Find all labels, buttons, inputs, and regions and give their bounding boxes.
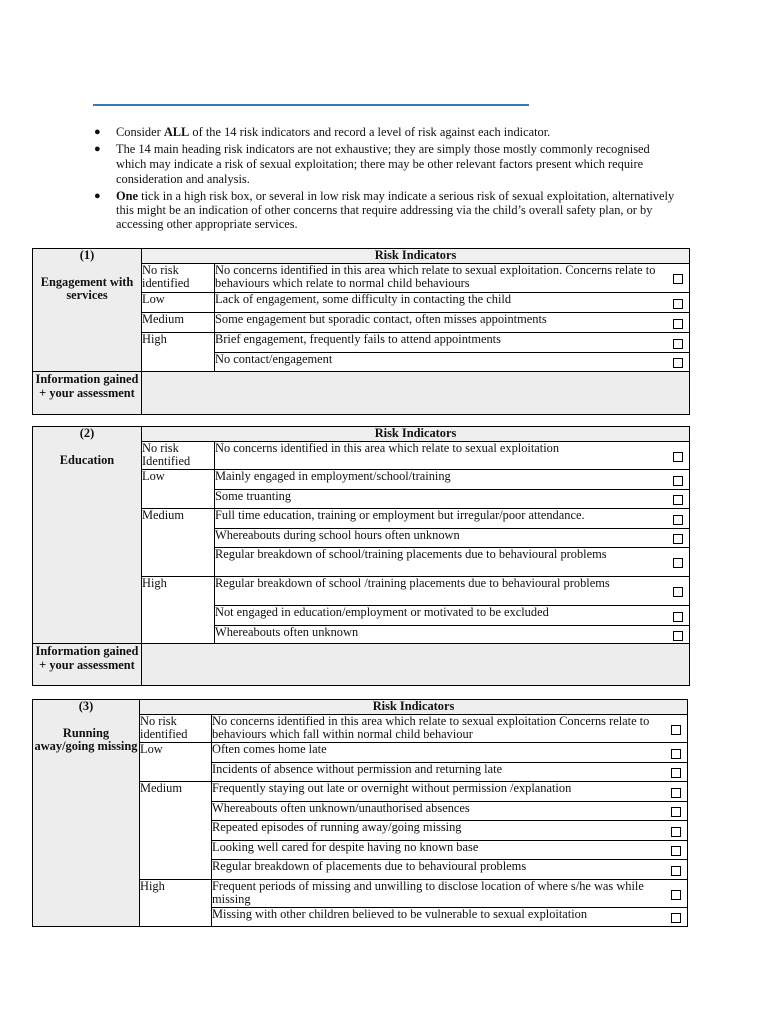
section-title: Running away/going missing <box>34 726 138 753</box>
section-title-cell <box>33 427 142 644</box>
indicator-row: Missing with other children believed to be vulnerable to sexual exploitation <box>212 908 688 927</box>
checkbox[interactable] <box>671 768 681 778</box>
indicator-row: Frequently staying out late or overnight without permission /explanation <box>212 782 688 802</box>
risk-level-label: No risk identified <box>142 264 215 293</box>
indicator-row: Whereabouts during school hours often unknown <box>215 529 690 548</box>
bullet-icon: ● <box>94 190 101 202</box>
checkbox[interactable] <box>673 495 683 505</box>
risk-level-label: Low <box>140 743 212 782</box>
checkbox[interactable] <box>673 534 683 544</box>
indicator-row: Some engagement but sporadic contact, often misses appointments <box>215 313 690 333</box>
indicator-row: Regular breakdown of school /training placements due to behavioural problems <box>215 577 690 606</box>
risk-indicators-header: Risk Indicators <box>142 249 690 264</box>
checkbox[interactable] <box>671 788 681 798</box>
instruction-item: ● One tick in a high risk box, or several in low risk may indicate a serious risk of sexual exploitation, alternatively this might be an indication of other concerns that require addressing via the child’s overall safety plan, or by accessing other appropriate services. <box>94 189 675 231</box>
checkbox[interactable] <box>673 515 683 525</box>
bullet-icon: ● <box>94 126 101 138</box>
risk-level-label: Medium <box>142 509 215 577</box>
checkbox[interactable] <box>671 725 681 735</box>
indicator-row: Not engaged in education/employment or motivated to be excluded <box>215 606 690 626</box>
info-field[interactable] <box>142 644 690 686</box>
checkbox[interactable] <box>671 846 681 856</box>
heading-rule <box>93 104 529 106</box>
checkbox[interactable] <box>671 913 681 923</box>
indicator-row: Regular breakdown of placements due to behavioural problems <box>212 860 688 880</box>
indicator-row: Lack of engagement, some difficulty in contacting the child <box>215 293 690 313</box>
risk-level-label: No risk identified <box>140 715 212 743</box>
indicator-row: Whereabouts often unknown <box>215 626 690 644</box>
checkbox[interactable] <box>673 631 683 641</box>
instructions-list <box>93 125 683 233</box>
indicator-row: Whereabouts often unknown/unauthorised absences <box>212 802 688 821</box>
checkbox[interactable] <box>671 866 681 876</box>
indicator-row: Some truanting <box>215 490 690 509</box>
checkbox[interactable] <box>673 274 683 284</box>
checkbox[interactable] <box>671 890 681 900</box>
risk-level-label: High <box>142 577 215 644</box>
section-title: Education <box>59 453 115 467</box>
checkbox[interactable] <box>673 319 683 329</box>
checkbox[interactable] <box>671 827 681 837</box>
indicator-row: No concerns identified in this area which relate to sexual exploitation <box>215 442 690 470</box>
indicator-row: Mainly engaged in employment/school/training <box>215 470 690 490</box>
section-number: (1) <box>79 248 95 262</box>
info-field[interactable] <box>142 372 690 415</box>
indicator-row: Incidents of absence without permission and returning late <box>212 763 688 782</box>
checkbox[interactable] <box>673 452 683 462</box>
info-label: Information gained + your assessment <box>33 644 142 686</box>
risk-table-education <box>32 426 690 686</box>
risk-level-label: Medium <box>140 782 212 880</box>
indicator-row: Regular breakdown of school/training placements due to behavioural problems <box>215 548 690 577</box>
checkbox[interactable] <box>671 749 681 759</box>
indicator-row: Frequent periods of missing and unwilling to disclose location of where s/he was while missing <box>212 880 688 908</box>
bullet-icon: ● <box>94 143 101 155</box>
section-title-cell <box>33 700 140 927</box>
risk-indicators-header: Risk Indicators <box>142 427 690 442</box>
risk-level-label: Low <box>142 293 215 313</box>
indicator-row: No concerns identified in this area which relate to sexual exploitation. Concerns relate to behaviours which relate to normal child behaviours <box>215 264 690 293</box>
info-label: Information gained + your assessment <box>33 372 142 415</box>
indicator-row: No concerns identified in this area which relate to sexual exploitation Concerns relate to behaviours which fall within normal child behaviour <box>212 715 688 743</box>
risk-indicators-header: Risk Indicators <box>140 700 688 715</box>
checkbox[interactable] <box>673 476 683 486</box>
instruction-item: ● The 14 main heading risk indicators are not exhaustive; they are simply those mostly commonly recognised which may indicate a risk of sexual exploitation; there may be other relevant factors present which require consideration and analysis. <box>94 142 650 186</box>
indicator-row: Repeated episodes of running away/going missing <box>212 821 688 841</box>
risk-level-label: Low <box>142 470 215 509</box>
section-number: (2) <box>79 426 95 440</box>
section-title-cell <box>33 249 142 372</box>
section-title: Engagement with services <box>40 275 134 302</box>
checkbox[interactable] <box>673 339 683 349</box>
risk-level-label: No risk Identified <box>142 442 215 470</box>
instruction-item: ● Consider ALL of the 14 risk indicators and record a level of risk against each indicator. <box>94 125 551 139</box>
risk-level-label: High <box>142 333 215 372</box>
indicator-row: No contact/engagement <box>215 353 690 372</box>
risk-table-running-away <box>32 699 688 927</box>
checkbox[interactable] <box>673 558 683 568</box>
risk-level-label: Medium <box>142 313 215 333</box>
indicator-row: Brief engagement, frequently fails to attend appointments <box>215 333 690 353</box>
checkbox[interactable] <box>673 358 683 368</box>
checkbox[interactable] <box>673 612 683 622</box>
section-number: (3) <box>78 699 94 713</box>
indicator-row: Often comes home late <box>212 743 688 763</box>
risk-table-engagement <box>32 248 690 415</box>
checkbox[interactable] <box>673 299 683 309</box>
indicator-row: Looking well cared for despite having no known base <box>212 841 688 860</box>
checkbox[interactable] <box>673 587 683 597</box>
checkbox[interactable] <box>671 807 681 817</box>
indicator-row: Full time education, training or employment but irregular/poor attendance. <box>215 509 690 529</box>
risk-level-label: High <box>140 880 212 927</box>
